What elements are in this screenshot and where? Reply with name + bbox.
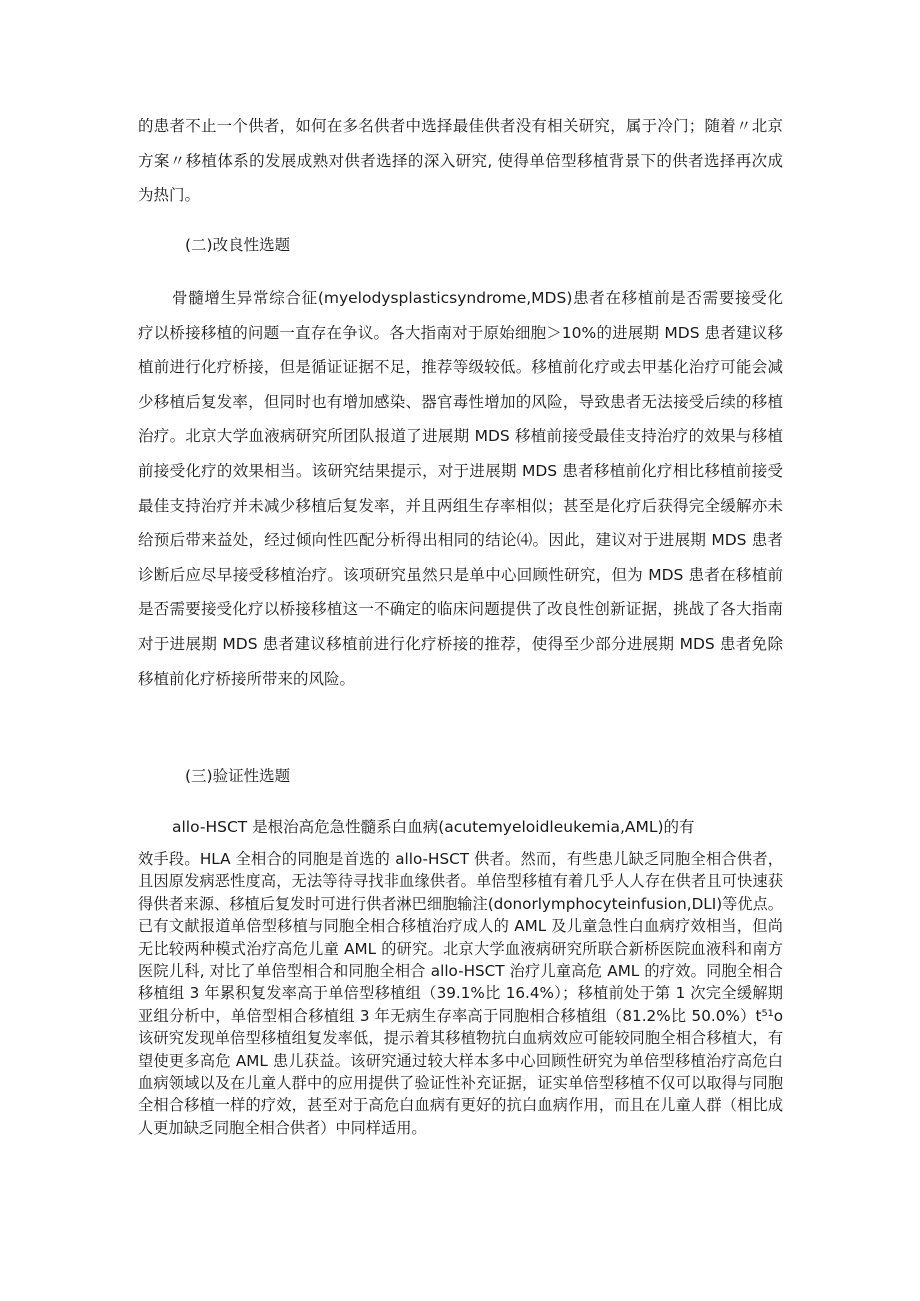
intro-paragraph: 的患者不止一个供者，如何在多名供者中选择最佳供者没有相关研究，属于冷门；随着〃北京方案〃移植体系的发展成熟对供者选择的深入研究, 使得单倍型移植背景下的供者选择再次成为热门。 [138, 117, 783, 205]
section-3-first-line: allo-HSCT 是根治高危急性髓系白血病(acutemyeloidleukemia,AML)的有 [172, 818, 695, 836]
section-2-paragraph: 骨髓增生异常综合征(myelodysplasticsyndrome,MDS)患者在移植前是否需要接受化疗以桥接移植的问题一直存在争议。各大指南对于原始细胞＞10%的进展期 MDS 患者建议移植前进行化疗桥接，但是循证证据不足，推荐等级较低。移植前化疗或去甲基化治疗可能会减少移植后复发率，但同时也有增加感染、器官毒性增加的风险，导致患者无法接受后续的移植治疗。北京大学血液病研究所团队报道了进展期 MDS 移植前接受最佳支持治疗的效果与移植前接受化疗的效果相当。该研究结果提示，对于进展期 MDS 患者移植前化疗相比移植前接受最佳支持治疗并未减少移植后复发率，并且两组生存率相似；甚至是化疗后获得完全缓解亦未给预后带来益处，经过倾向性匹配分析得出相同的结论⑷。因此，建议对于进展期 MDS 患者诊断后应尽早接受移植治疗。该项研究虽然只是单中心回顾性研究，但为 MDS 患者在移植前是否需要接受化疗以桥接移植这一不确定的临床问题提供了改良性创新证据，挑战了各大指南对于进展期 MDS 患者建议移植前进行化疗桥接的推荐，使得至少部分进展期 MDS 患者免除移植前化疗桥接所带来的风险。 [138, 289, 783, 688]
section-3-heading: (三)验证性选题 [185, 767, 291, 785]
section-3-paragraph: 效手段。HLA 全相合的同胞是首选的 allo-HSCT 供者。然而，有些患儿缺乏同胞全相合供者，且因原发病恶性度高，无法等待寻找非血缘供者。单倍型移植有着几乎人人存在供者且可快速获得供者来源、移植后复发时可进行供者淋巴细胞输注(donorlymphocyteinfusion,DLI)等优点。已有文献报道单倍型移植与同胞全相合移植治疗成人的 AML 及儿童急性白血病疗效相当，但尚无比较两种模式治疗高危儿童 AML 的研究。北京大学血液病研究所联合新桥医院血液科和南方医院儿科, 对比了单倍型相合和同胞全相合 allo-HSCT 治疗儿童高危 AML 的疗效。同胞全相合移植组 3 年累积复发率高于单倍型移植组（39.1%比 16.4%）；移植前处于第 1 次完全缓解期亚组分析中，单倍型相合移植组 3 年无病生存率高于同胞相合移植组（81.2%比 50.0%）t⁵¹o 该研究发现单倍型移植组复发率低，提示着其移植物抗白血病效应可能较同胞全相合移植大，有望使更多高危 AML 患儿获益。该研究通过较大样本多中心回顾性研究为单倍型移植治疗高危白血病领域以及在儿童人群中的应用提供了验证性补充证据，证实单倍型移植不仅可以取得与同胞全相合移植一样的疗效，甚至对于高危白血病有更好的抗白血病作用，而且在儿童人群（相比成人更加缺乏同胞全相合供者）中同样适用。 [138, 850, 783, 1137]
section-2-heading: (二)改良性选题 [185, 236, 291, 254]
